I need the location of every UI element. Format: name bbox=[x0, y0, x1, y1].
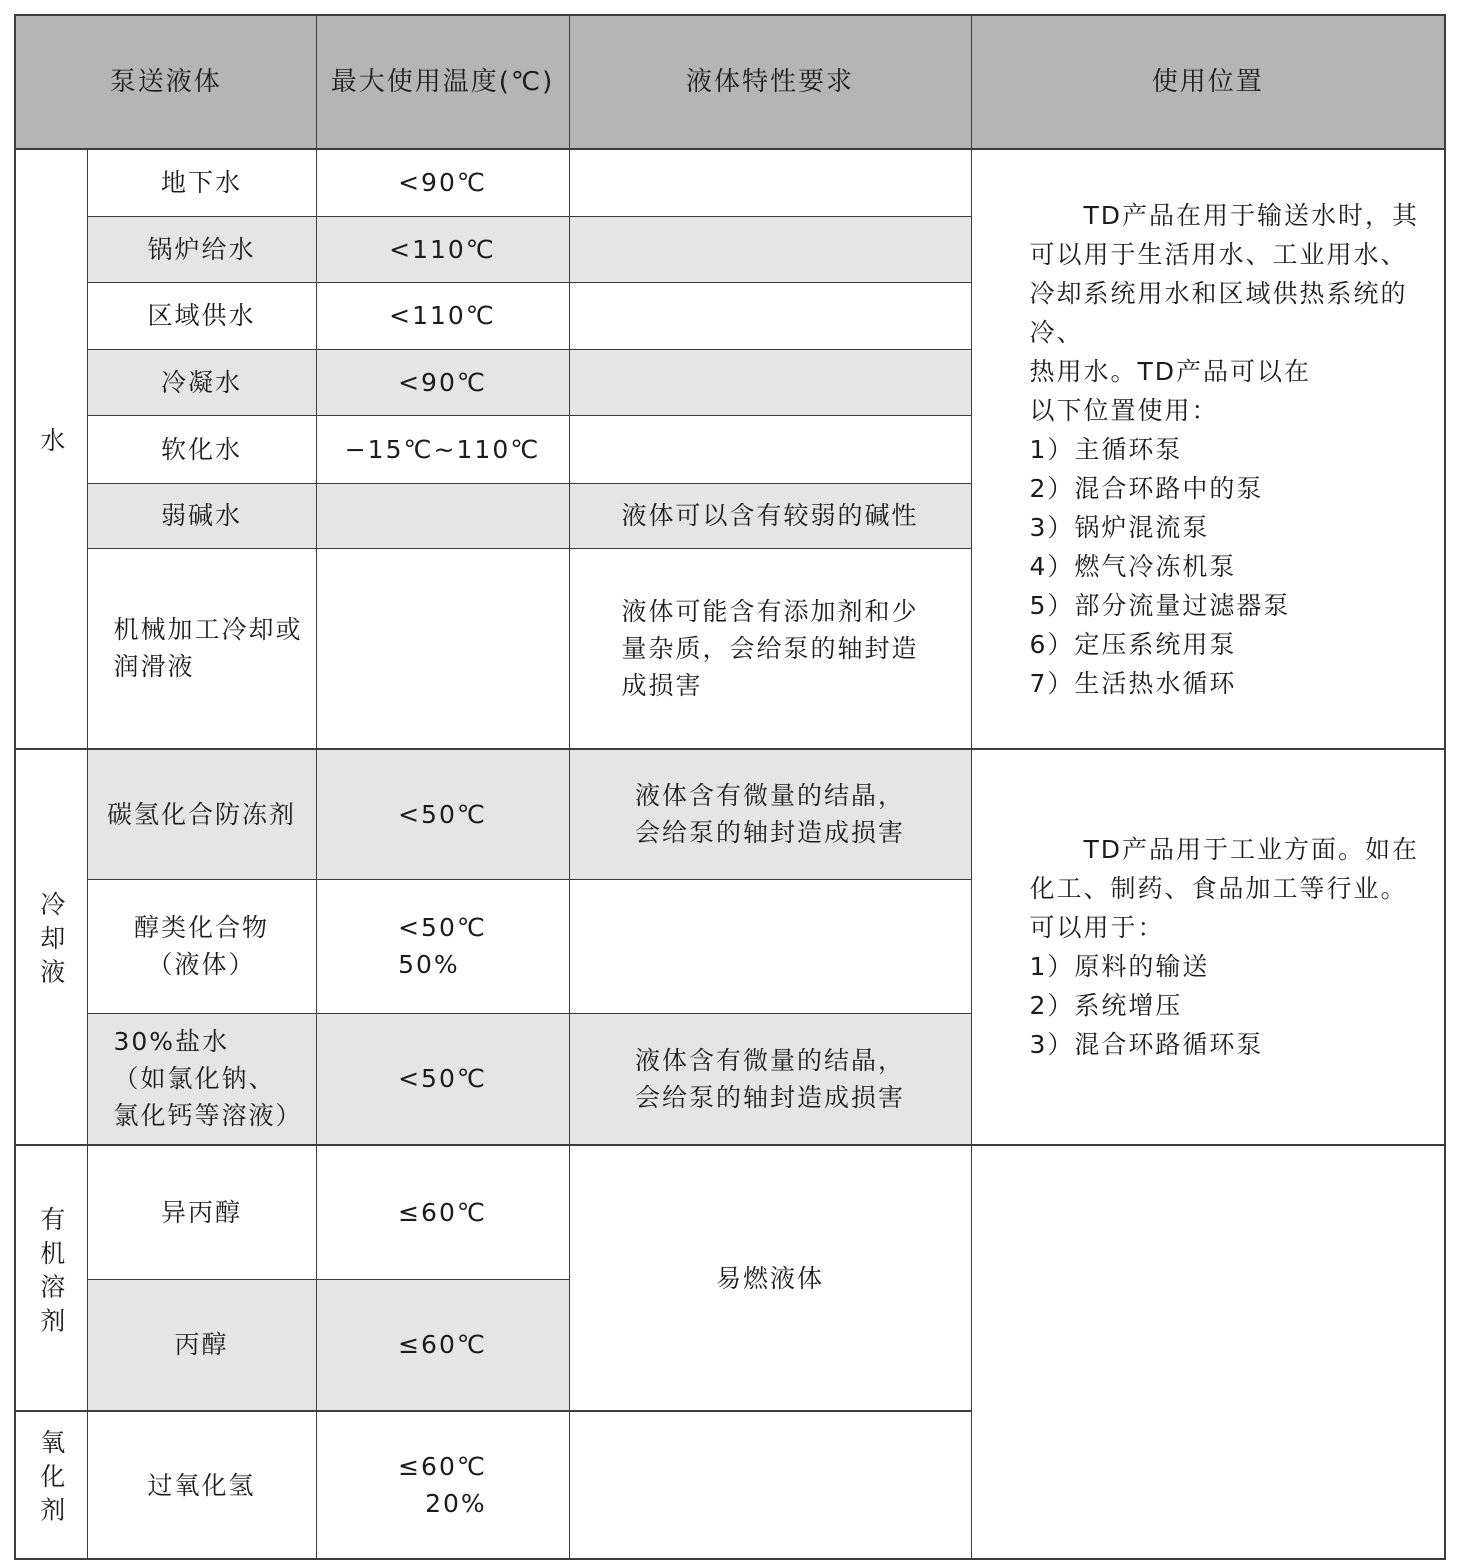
liquid-cell: 区域供水 bbox=[87, 282, 316, 349]
requirements-cell-flammable: 易燃液体 bbox=[569, 1145, 971, 1411]
requirements-text: 液体可能含有添加剂和少 量杂质，会给泵的轴封造 成损害 bbox=[621, 596, 919, 700]
liquid-cell: 冷凝水 bbox=[87, 349, 316, 415]
temp-cell: ≤60℃ bbox=[316, 1279, 569, 1411]
category-cell-organic bbox=[15, 1145, 87, 1411]
temp-cell bbox=[316, 548, 569, 749]
temp-cell: <50℃ bbox=[316, 749, 569, 879]
liquid-cell: 地下水 bbox=[87, 149, 316, 216]
temp-cell bbox=[316, 483, 569, 548]
temp-cell: −15℃~110℃ bbox=[316, 415, 569, 483]
header-max-temp: 最大使用温度(℃) bbox=[316, 15, 569, 149]
liquid-cell: 机械加工冷却或 润滑液 bbox=[87, 548, 316, 749]
temp-cell bbox=[316, 1411, 569, 1559]
liquid-cell: 异丙醇 bbox=[87, 1145, 316, 1279]
temp-cell: <110℃ bbox=[316, 282, 569, 349]
table-row bbox=[15, 149, 1445, 216]
usage-text: TD产品用于工业方面。如在 化工、制药、食品加工等行业。 可以用于： 1）原料的输送 2）系统增压 3）混合环路循环泵 bbox=[1029, 835, 1420, 1059]
requirements-cell: 液体含有微量的结晶， 会给泵的轴封造成损害 bbox=[569, 749, 971, 879]
temp-cell bbox=[316, 879, 569, 1013]
usage-cell-coolant bbox=[971, 749, 1445, 1145]
liquid-cell: 过氧化氢 bbox=[87, 1411, 316, 1559]
liquid-compatibility-table bbox=[14, 14, 1446, 1560]
category-label: 氧化剂 bbox=[36, 1429, 66, 1531]
liquid-cell: 30%盐水 （如氯化钠、 氯化钙等溶液） bbox=[87, 1013, 316, 1145]
liquid-cell: 丙醇 bbox=[87, 1279, 316, 1411]
temp-cell: ≤60℃ bbox=[316, 1145, 569, 1279]
temp-text: <50℃ 50% bbox=[398, 913, 487, 979]
requirements-cell bbox=[569, 879, 971, 1013]
category-label: 有机溶剂 bbox=[36, 1205, 66, 1341]
temp-cell: <50℃ bbox=[316, 1013, 569, 1145]
table-row bbox=[15, 749, 1445, 879]
requirements-cell bbox=[569, 349, 971, 415]
requirements-cell bbox=[569, 149, 971, 216]
usage-text: TD产品在用于输送水时，其 可以用于生活用水、工业用水、 冷却系统用水和区域供热系统的冷、 热用水。TD产品可以在 以下位置使用： 1）主循环泵 2）混合环路中的泵 3）锅炉混流泵 4）燃气冷冻机泵 5）部分流量过滤器泵 6）定压系统用泵 7）生活热水循环 bbox=[1029, 200, 1420, 698]
liquid-cell: 弱碱水 bbox=[87, 483, 316, 548]
usage-cell-bottom bbox=[971, 1145, 1445, 1559]
usage-cell-water bbox=[971, 149, 1445, 749]
liquid-cell: 醇类化合物 （液体） bbox=[87, 879, 316, 1013]
requirements-cell bbox=[569, 282, 971, 349]
category-cell-oxidizer bbox=[15, 1411, 87, 1559]
requirements-cell: 液体含有微量的结晶， 会给泵的轴封造成损害 bbox=[569, 1013, 971, 1145]
temp-text: ≤60℃ 20% bbox=[398, 1452, 487, 1518]
liquid-cell: 锅炉给水 bbox=[87, 216, 316, 282]
requirements-cell bbox=[569, 1411, 971, 1559]
header-usage: 使用位置 bbox=[971, 15, 1445, 149]
requirements-cell: 液体可以含有较弱的碱性 bbox=[569, 483, 971, 548]
requirements-cell bbox=[569, 415, 971, 483]
temp-cell: <90℃ bbox=[316, 149, 569, 216]
liquid-cell: 软化水 bbox=[87, 415, 316, 483]
liquid-cell: 碳氢化合防冻剂 bbox=[87, 749, 316, 879]
temp-cell: <110℃ bbox=[316, 216, 569, 282]
temp-cell: <90℃ bbox=[316, 349, 569, 415]
category-cell-coolant bbox=[15, 749, 87, 1145]
category-label: 水 bbox=[36, 427, 66, 461]
table-header-row bbox=[15, 15, 1445, 149]
table-row bbox=[15, 1145, 1445, 1279]
header-requirements: 液体特性要求 bbox=[569, 15, 971, 149]
category-label: 冷却液 bbox=[36, 891, 66, 993]
requirements-cell bbox=[569, 216, 971, 282]
header-pumped-liquid: 泵送液体 bbox=[15, 15, 316, 149]
category-cell-water bbox=[15, 149, 87, 749]
requirements-cell bbox=[569, 548, 971, 749]
